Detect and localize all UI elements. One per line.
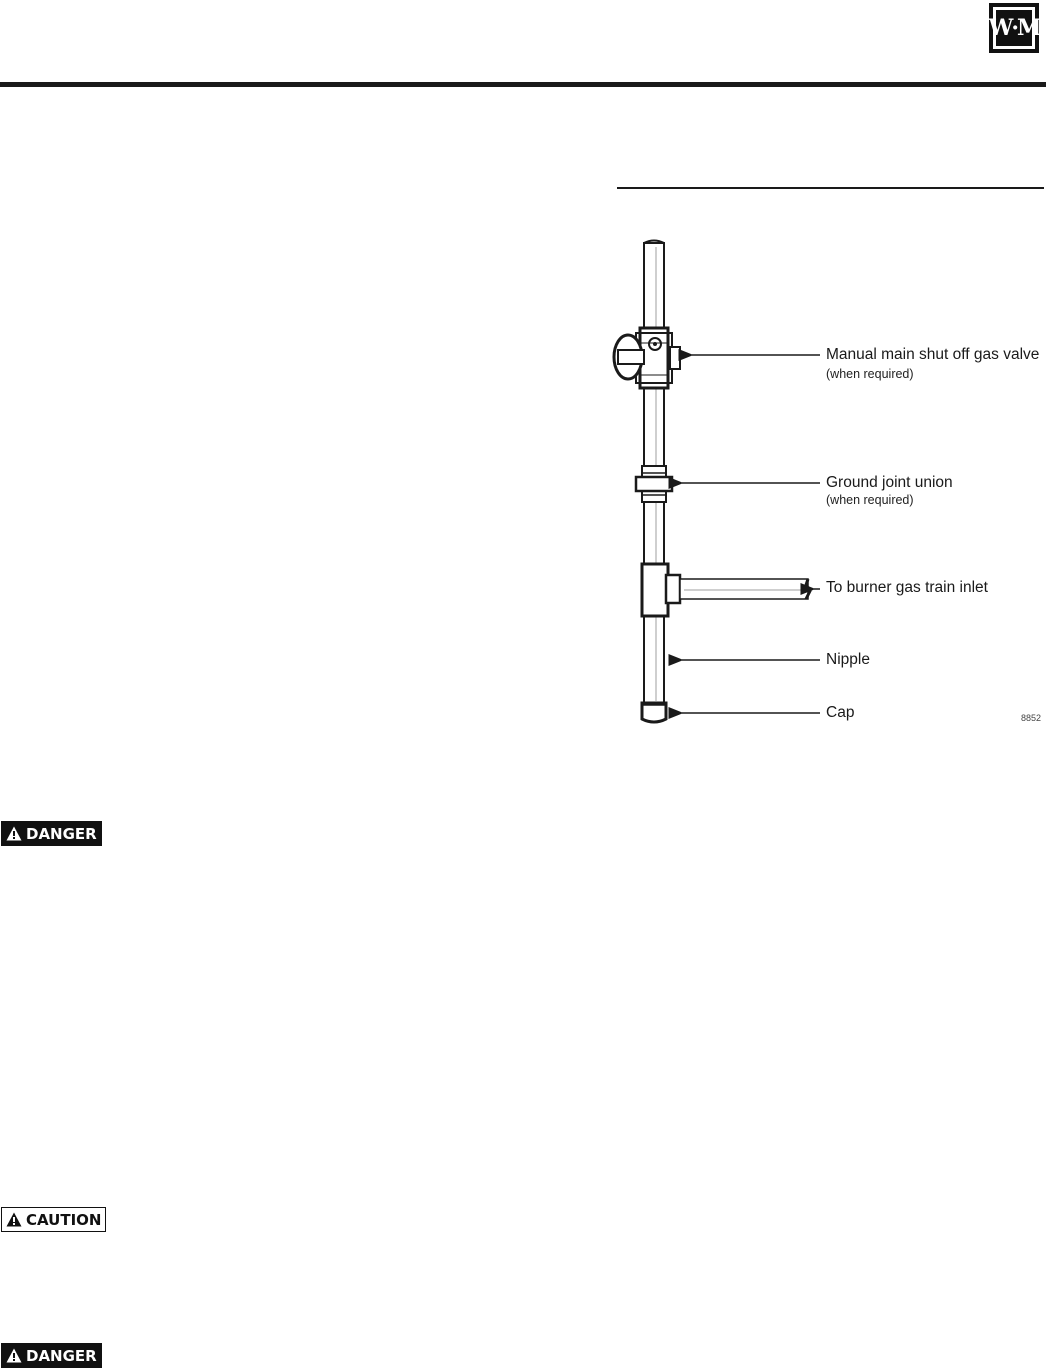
figure-code: 8852 xyxy=(1021,713,1042,723)
gas-piping-diagram xyxy=(600,225,1046,745)
danger-badge-label: DANGER xyxy=(26,824,97,843)
logo-mark: W·M xyxy=(993,7,1035,49)
union-shape xyxy=(636,466,672,502)
warning-triangle-icon xyxy=(6,1212,22,1227)
danger-badge-label: DANGER xyxy=(26,1346,97,1365)
header-rule xyxy=(0,82,1046,87)
warning-triangle-icon xyxy=(6,1348,22,1363)
label-shutoff-valve: Manual main shut off gas valve xyxy=(826,346,1040,363)
warning-triangle-icon xyxy=(6,826,22,841)
caution-badge-label: CAUTION xyxy=(26,1210,102,1229)
label-ground-joint-union: Ground joint union xyxy=(826,474,953,491)
note-shutoff-valve: (when required) xyxy=(826,367,914,381)
manufacturer-logo xyxy=(989,3,1039,53)
shutoff-valve-shape xyxy=(614,328,680,388)
danger-badge xyxy=(1,1343,102,1368)
caution-badge xyxy=(1,1207,106,1232)
label-burner-inlet: To burner gas train inlet xyxy=(826,579,988,596)
danger-badge xyxy=(1,821,102,846)
note-ground-joint-union: (when required) xyxy=(826,493,914,507)
figure-rule xyxy=(617,187,1044,189)
cap-shape xyxy=(642,703,666,722)
label-nipple: Nipple xyxy=(826,651,870,668)
leader-arrows xyxy=(682,355,820,713)
tee-fitting-shape xyxy=(642,564,810,616)
label-cap: Cap xyxy=(826,704,855,721)
